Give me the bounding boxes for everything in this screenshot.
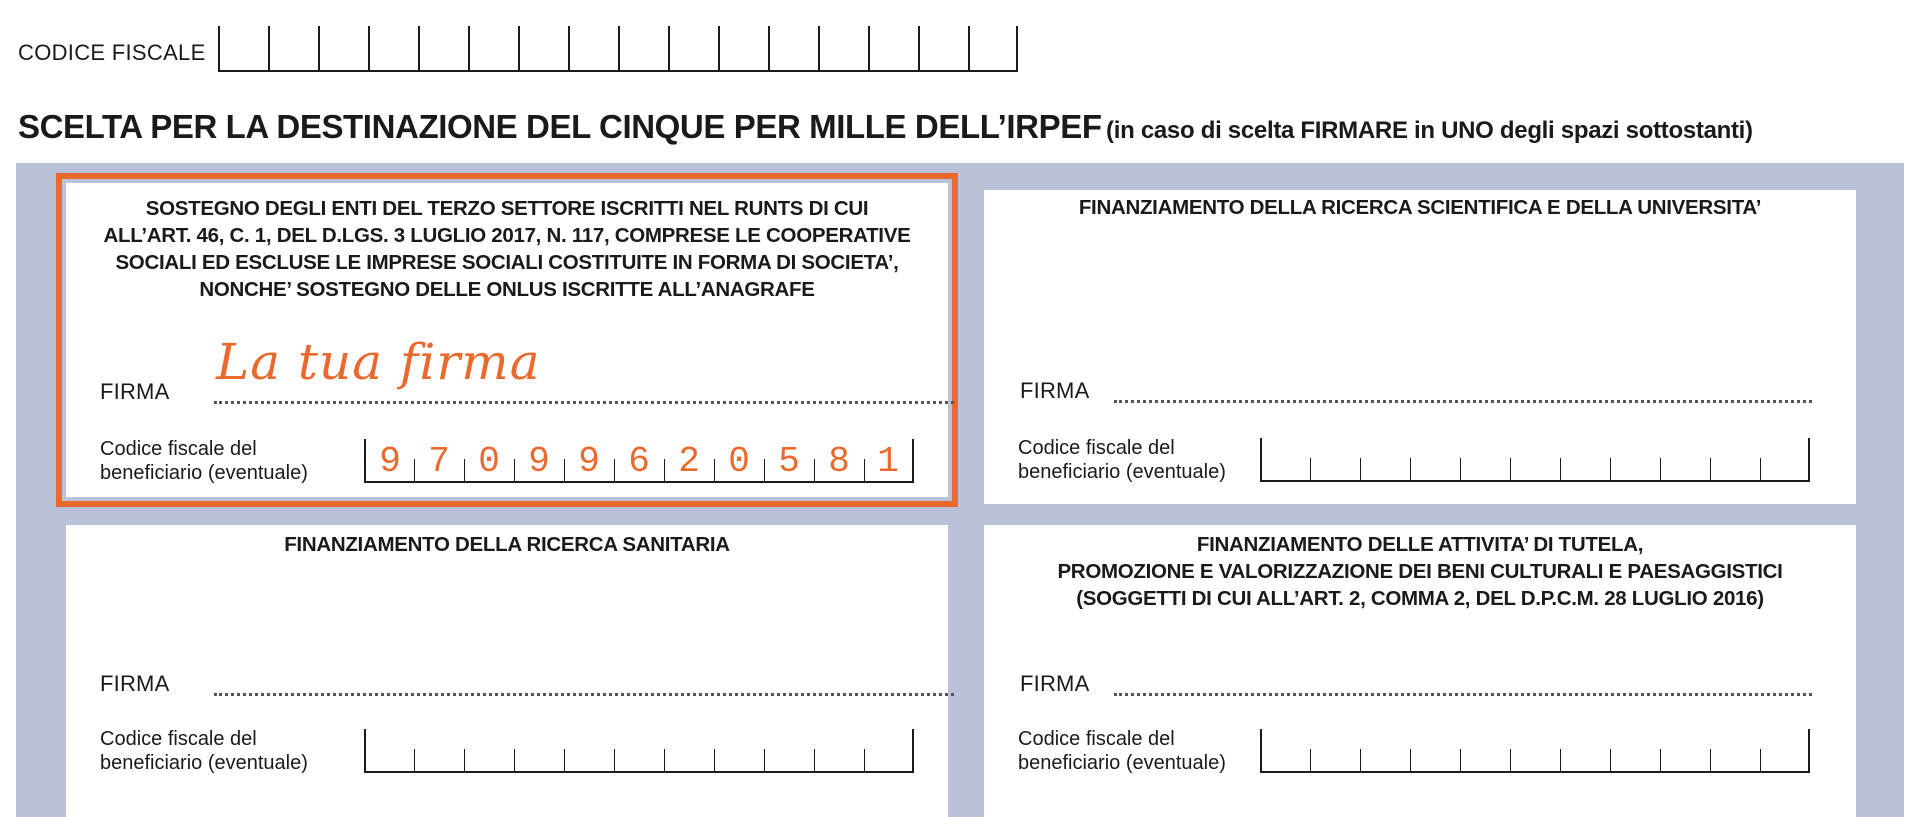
- codice-fiscale-cell[interactable]: [268, 26, 318, 70]
- box-terzo-settore[interactable]: [66, 183, 948, 497]
- label-line: Codice fiscale del: [1018, 728, 1175, 750]
- choice-panel: [16, 163, 1904, 817]
- beneficiary-code-cell[interactable]: [1610, 438, 1660, 480]
- beneficiary-code-cell[interactable]: [814, 439, 864, 481]
- beneficiary-code-cell[interactable]: [1460, 729, 1510, 771]
- title-line: ALL’ART. 46, C. 1, DEL D.LGS. 3 LUGLIO 2017, N. 117, COMPRESE LE COOPERATIVE: [103, 224, 911, 247]
- beneficiary-code-digit: 9: [379, 441, 401, 482]
- beneficiary-code-cell[interactable]: [1760, 729, 1810, 771]
- beneficiary-code-cell[interactable]: [864, 439, 914, 481]
- codice-fiscale-input[interactable]: [218, 26, 1018, 72]
- beneficiary-code-digit: 2: [678, 441, 700, 482]
- title-main: SCELTA PER LA DESTINAZIONE DEL CINQUE PER MILLE DELL’IRPEF: [18, 108, 1102, 145]
- codice-fiscale-cell[interactable]: [768, 26, 818, 70]
- beneficiary-code-digit: 5: [778, 441, 800, 482]
- beneficiary-code-cell[interactable]: [364, 439, 414, 481]
- page-title: [18, 108, 1753, 146]
- beneficiary-code-cell[interactable]: [1510, 729, 1560, 771]
- title-line: SOCIALI ED ESCLUSE LE IMPRESE SOCIALI COSTITUITE IN FORMA DI SOCIETA’,: [115, 251, 899, 274]
- codice-fiscale-cell[interactable]: [568, 26, 618, 70]
- beneficiary-code-cell[interactable]: [764, 729, 814, 771]
- beneficiary-code-cell[interactable]: [1560, 438, 1610, 480]
- beneficiary-code-cell[interactable]: [714, 729, 764, 771]
- beneficiary-code-cell[interactable]: [1660, 438, 1710, 480]
- title-line: NONCHE’ SOSTEGNO DELLE ONLUS ISCRITTE ALL’ANAGRAFE: [199, 278, 815, 301]
- beneficiary-code-cell[interactable]: [1460, 438, 1510, 480]
- beneficiary-code-digit: 7: [428, 441, 450, 482]
- beneficiary-code-cell[interactable]: [1510, 438, 1560, 480]
- codice-fiscale-cell[interactable]: [618, 26, 668, 70]
- beneficiary-code-digit: 8: [828, 441, 850, 482]
- box-beni-culturali[interactable]: [984, 525, 1856, 817]
- beneficiary-code-field[interactable]: [1260, 729, 1810, 773]
- firma-label: FIRMA: [100, 671, 170, 696]
- box-ricerca-scientifica[interactable]: [984, 190, 1856, 504]
- beneficiary-code-cell[interactable]: [1360, 438, 1410, 480]
- title-line: PROMOZIONE E VALORIZZAZIONE DEI BENI CULTURALI E PAESAGGISTICI: [1057, 560, 1783, 583]
- title-line: FINANZIAMENTO DELLE ATTIVITA’ DI TUTELA,: [1196, 533, 1644, 556]
- beneficiary-code-cell[interactable]: [564, 729, 614, 771]
- box-title: [66, 195, 948, 303]
- beneficiary-code-cell[interactable]: [564, 439, 614, 481]
- firma-field[interactable]: [214, 693, 954, 696]
- beneficiary-code-cell[interactable]: [664, 729, 714, 771]
- firma-label: FIRMA: [100, 379, 170, 404]
- title-line: SOSTEGNO DEGLI ENTI DEL TERZO SETTORE ISCRITTI NEL RUNTS DI CUI: [145, 197, 869, 220]
- beneficiary-code-field[interactable]: [364, 439, 914, 483]
- beneficiary-code-field[interactable]: [1260, 438, 1810, 482]
- codice-fiscale-cell[interactable]: [968, 26, 1018, 70]
- codice-fiscale-cell[interactable]: [468, 26, 518, 70]
- codice-fiscale-cell[interactable]: [368, 26, 418, 70]
- beneficiary-code-cell[interactable]: [614, 729, 664, 771]
- beneficiary-code-digit: 0: [728, 441, 750, 482]
- label-line: beneficiario (eventuale): [1018, 461, 1226, 483]
- beneficiary-code-cell[interactable]: [514, 439, 564, 481]
- beneficiary-code-cell[interactable]: [1710, 729, 1760, 771]
- beneficiary-code-cell[interactable]: [1710, 438, 1760, 480]
- beneficiary-code-cell[interactable]: [1410, 729, 1460, 771]
- title-instructions: (in caso di scelta FIRMARE in UNO degli spazi sottostanti): [1106, 117, 1753, 144]
- label-line: Codice fiscale del: [100, 438, 257, 460]
- firma-field[interactable]: [1114, 693, 1812, 696]
- beneficiary-code-cell[interactable]: [1660, 729, 1710, 771]
- codice-fiscale-cell[interactable]: [718, 26, 768, 70]
- codice-fiscale-cell[interactable]: [518, 26, 568, 70]
- box-ricerca-sanitaria[interactable]: [66, 525, 948, 817]
- beneficiary-code-cell[interactable]: [1410, 438, 1460, 480]
- beneficiary-code-cell[interactable]: [1760, 438, 1810, 480]
- beneficiary-code-digit: 9: [528, 441, 550, 482]
- beneficiary-label: [1018, 727, 1226, 775]
- title-line: FINANZIAMENTO DELLA RICERCA SANITARIA: [284, 533, 730, 556]
- firma-field[interactable]: [1114, 400, 1812, 403]
- firma-label: FIRMA: [1020, 671, 1090, 696]
- codice-fiscale-cell[interactable]: [418, 26, 468, 70]
- beneficiary-code-cell[interactable]: [1310, 438, 1360, 480]
- codice-fiscale-cell[interactable]: [318, 26, 368, 70]
- beneficiary-code-cell[interactable]: [464, 729, 514, 771]
- beneficiary-code-cell[interactable]: [364, 729, 414, 771]
- label-line: beneficiario (eventuale): [100, 462, 308, 484]
- label-line: beneficiario (eventuale): [1018, 752, 1226, 774]
- title-line: (SOGGETTI DI CUI ALL’ART. 2, COMMA 2, DEL D.P.C.M. 28 LUGLIO 2016): [1076, 587, 1764, 610]
- beneficiary-label: [100, 727, 308, 775]
- firma-field[interactable]: [214, 401, 954, 404]
- box-title: [984, 194, 1856, 221]
- beneficiary-code-digit: 9: [578, 441, 600, 482]
- beneficiary-code-cell[interactable]: [664, 439, 714, 481]
- beneficiary-code-cell[interactable]: [414, 439, 464, 481]
- beneficiary-code-cell[interactable]: [714, 439, 764, 481]
- beneficiary-code-cell[interactable]: [614, 439, 664, 481]
- title-line: FINANZIAMENTO DELLA RICERCA SCIENTIFICA E DELLA UNIVERSITA’: [1078, 196, 1762, 219]
- codice-fiscale-cell[interactable]: [868, 26, 918, 70]
- label-line: beneficiario (eventuale): [100, 752, 308, 774]
- beneficiary-code-cell[interactable]: [1260, 729, 1310, 771]
- signature: La tua firma: [216, 333, 541, 391]
- beneficiary-code-cell[interactable]: [814, 729, 864, 771]
- beneficiary-code-digit: 6: [628, 441, 650, 482]
- label-line: Codice fiscale del: [1018, 437, 1175, 459]
- codice-fiscale-cell[interactable]: [668, 26, 718, 70]
- beneficiary-code-cell[interactable]: [1610, 729, 1660, 771]
- beneficiary-code-digit: 1: [877, 441, 899, 482]
- codice-fiscale-cell[interactable]: [818, 26, 868, 70]
- codice-fiscale-cell[interactable]: [218, 26, 268, 70]
- beneficiary-code-digit: 0: [478, 441, 500, 482]
- codice-fiscale-cell[interactable]: [918, 26, 968, 70]
- box-title: [984, 531, 1856, 612]
- beneficiary-code-cell[interactable]: [514, 729, 564, 771]
- firma-label: FIRMA: [1020, 378, 1090, 403]
- beneficiary-code-cell[interactable]: [414, 729, 464, 771]
- beneficiary-code-cell[interactable]: [1560, 729, 1610, 771]
- beneficiary-label: [100, 437, 308, 485]
- beneficiary-code-cell[interactable]: [1310, 729, 1360, 771]
- beneficiary-label: [1018, 436, 1226, 484]
- beneficiary-code-cell[interactable]: [864, 729, 914, 771]
- beneficiary-code-cell[interactable]: [464, 439, 514, 481]
- beneficiary-code-cell[interactable]: [1260, 438, 1310, 480]
- beneficiary-code-cell[interactable]: [764, 439, 814, 481]
- beneficiary-code-field[interactable]: [364, 729, 914, 773]
- codice-fiscale-label: CODICE FISCALE: [18, 40, 206, 65]
- box-title: [66, 531, 948, 558]
- label-line: Codice fiscale del: [100, 728, 257, 750]
- beneficiary-code-cell[interactable]: [1360, 729, 1410, 771]
